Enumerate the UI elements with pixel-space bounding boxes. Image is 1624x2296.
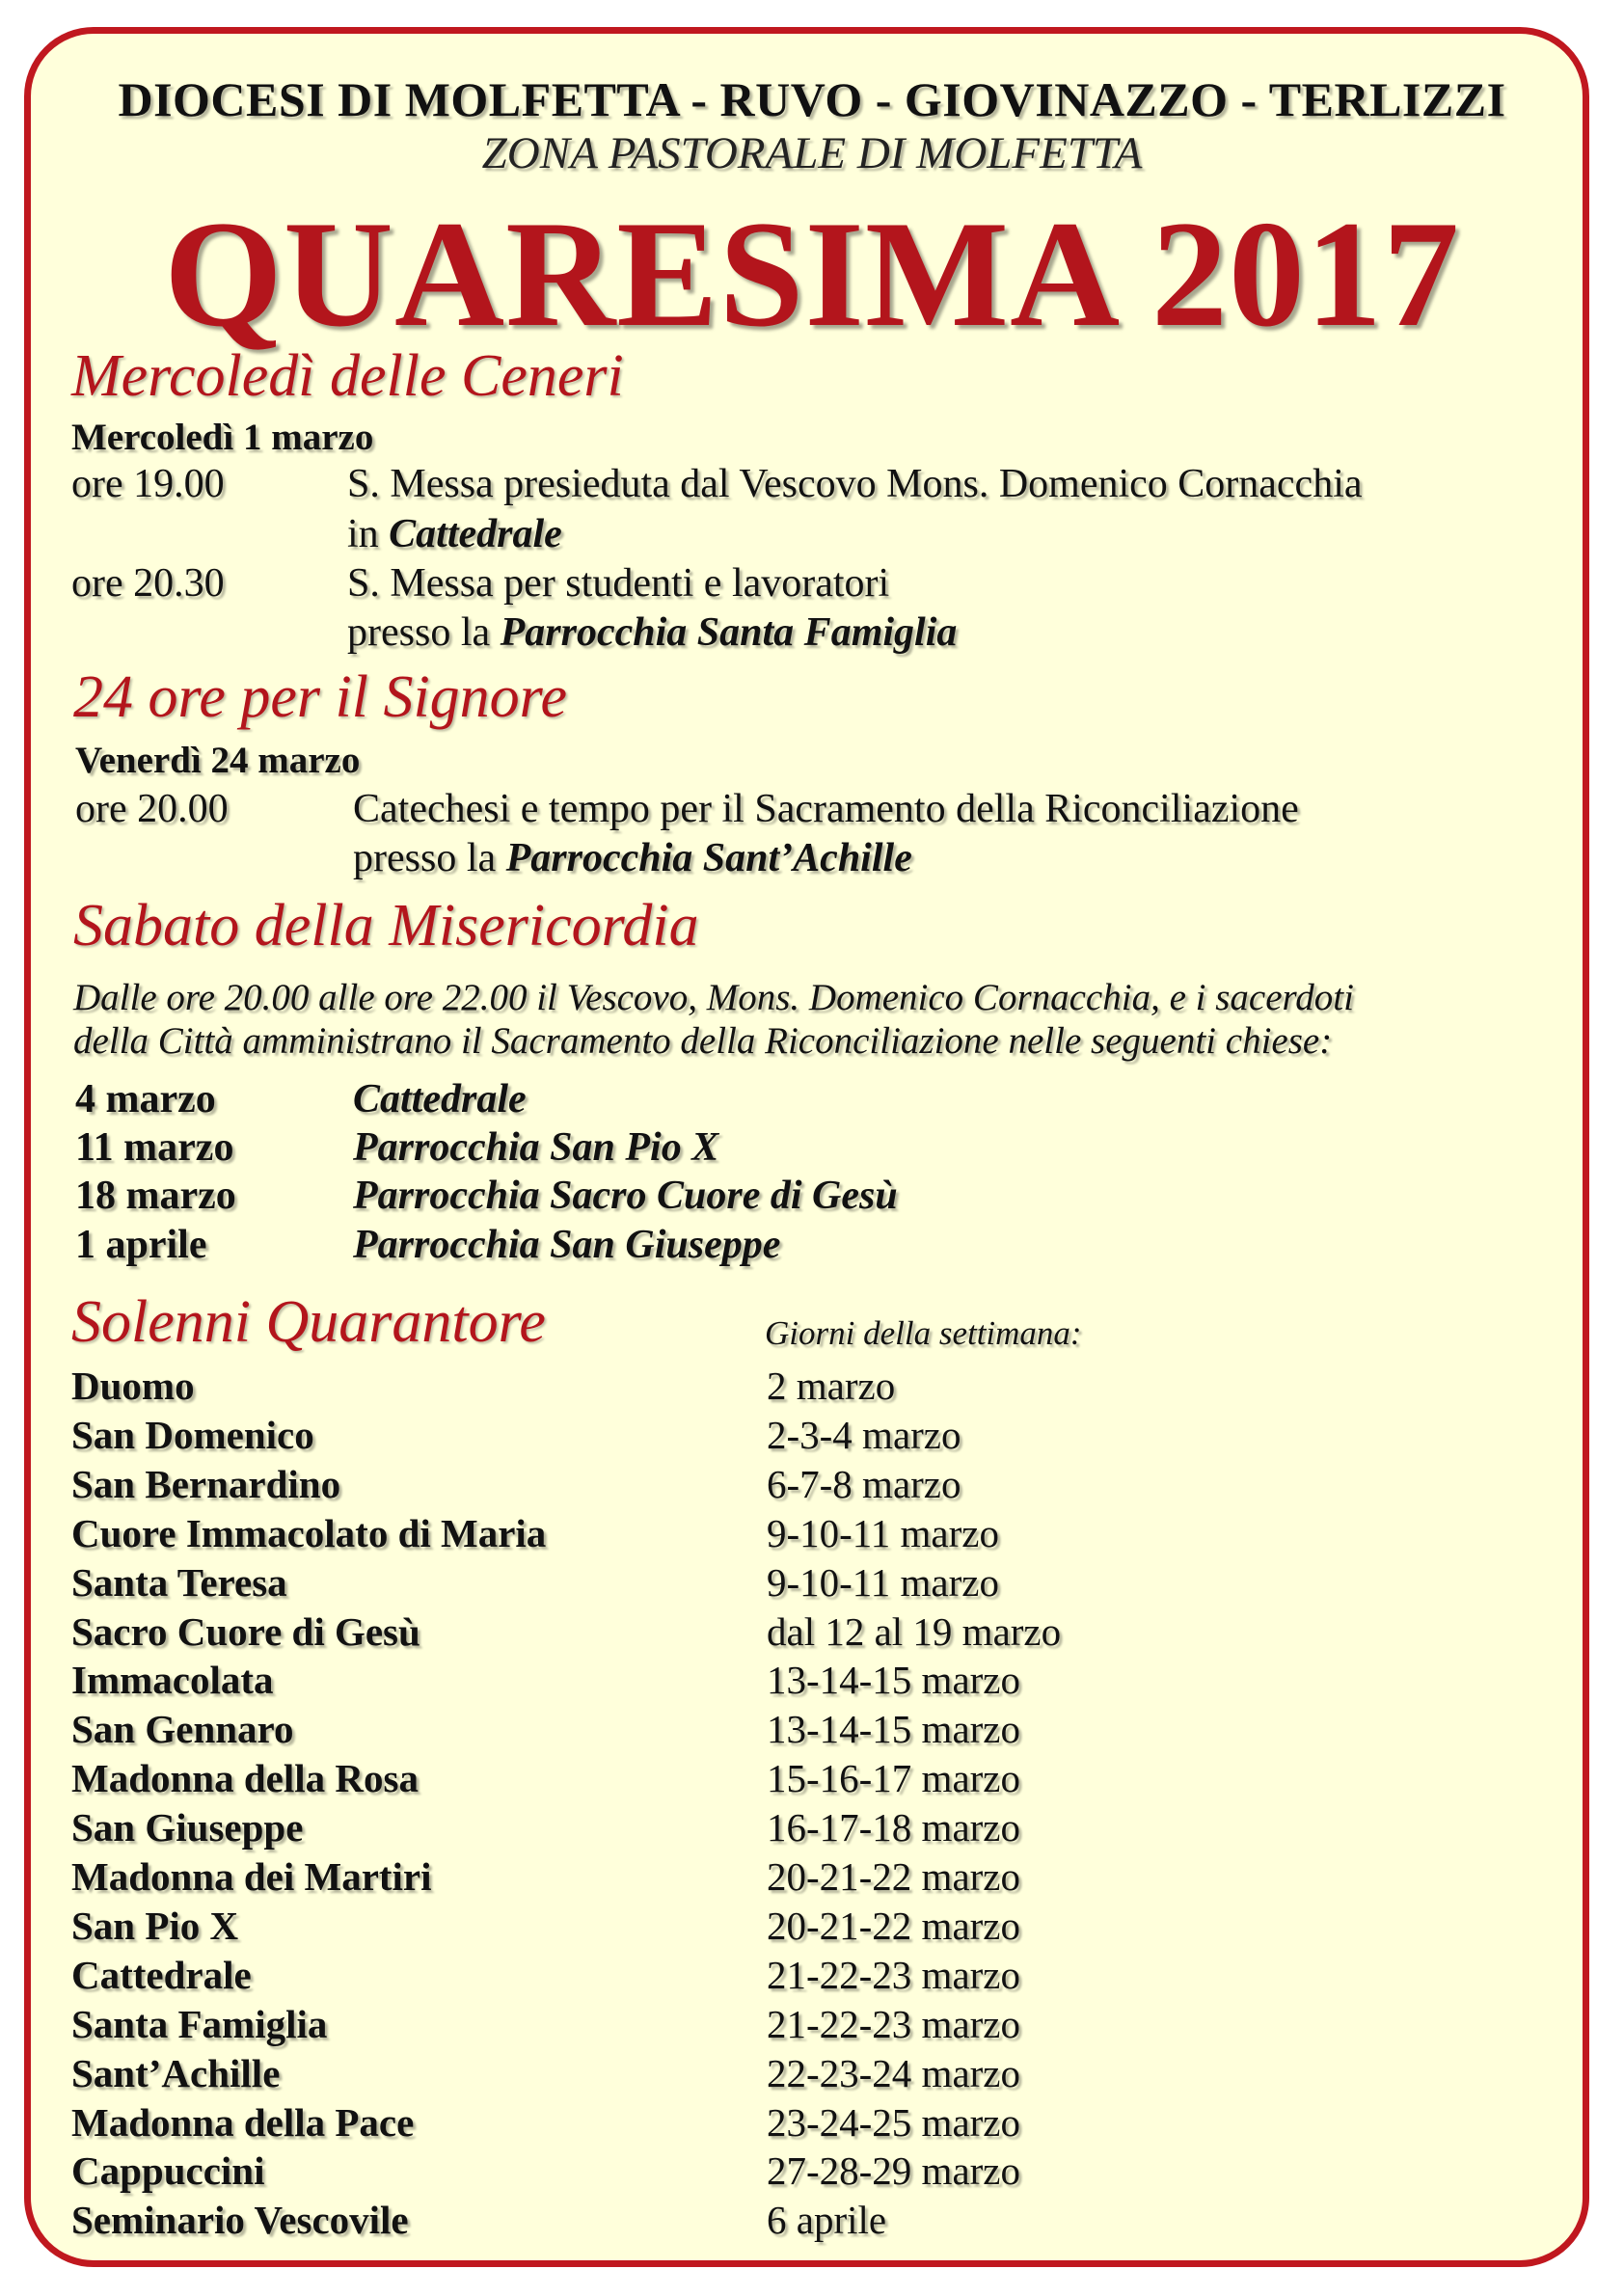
church-name: San Giuseppe <box>71 1805 304 1850</box>
church-name: Immacolata <box>71 1658 274 1703</box>
24ore-time: ore 20.00 <box>75 787 229 831</box>
ceneri-event-1-place: in Cattedrale <box>347 512 562 556</box>
church-name: San Gennaro <box>71 1707 294 1752</box>
section-quarantore-heading: Solenni Quarantore <box>71 1289 546 1355</box>
section-misericordia-heading: Sabato della Misericordia <box>73 893 699 959</box>
section-24ore-heading: 24 ore per il Signore <box>73 664 568 730</box>
diocese-heading: DIOCESI DI MOLFETTA - RUVO - GIOVINAZZO - TERLIZZI <box>118 72 1506 126</box>
church-name: Cattedrale <box>71 1952 252 1997</box>
section-ceneri-heading: Mercoledì delle Ceneri <box>71 343 624 409</box>
church-name: Cappuccini <box>71 2148 265 2194</box>
24ore-date: Venerdì 24 marzo <box>75 740 361 781</box>
church-name: Sant’Achille <box>71 2050 281 2095</box>
pastoral-zone: ZONA PASTORALE DI MOLFETTA <box>481 128 1143 178</box>
church-days: 9-10-11 marzo <box>767 1510 999 1555</box>
24ore-place: presso la Parrocchia Sant’Achille <box>353 836 912 880</box>
misericordia-date-1: 4 marzo <box>75 1077 216 1121</box>
church-days: 21-22-23 marzo <box>767 2001 1020 2046</box>
page-title: QUARESIMA 2017 <box>164 190 1460 359</box>
church-days: 9-10-11 marzo <box>767 1559 999 1605</box>
ceneri-event-2-desc: S. Messa per studenti e lavoratori <box>347 561 890 606</box>
ceneri-time-1: ore 19.00 <box>71 462 225 506</box>
misericordia-place-1: Cattedrale <box>353 1077 527 1121</box>
misericordia-intro-1: Dalle ore 20.00 alle ore 22.00 il Vescovo, Mons. Domenico Cornacchia, e i sacerdoti <box>73 977 1354 1018</box>
church-days: 22-23-24 marzo <box>767 2050 1020 2095</box>
church-days: 6-7-8 marzo <box>767 1461 961 1506</box>
church-name: Madonna dei Martiri <box>71 1854 432 1899</box>
ceneri-date: Mercoledì 1 marzo <box>71 417 374 458</box>
church-days: 13-14-15 marzo <box>767 1658 1020 1703</box>
church-name: Cuore Immacolato di Maria <box>71 1510 547 1555</box>
church-days: 2 marzo <box>767 1364 896 1408</box>
church-name: Duomo <box>71 1364 195 1408</box>
misericordia-place-2: Parrocchia San Pio X <box>353 1125 719 1170</box>
church-days: 16-17-18 marzo <box>767 1805 1020 1850</box>
ceneri-event-1-desc: S. Messa presieduta dal Vescovo Mons. Domenico Cornacchia <box>347 462 1363 506</box>
misericordia-date-3: 18 marzo <box>75 1174 236 1218</box>
church-days: dal 12 al 19 marzo <box>767 1608 1062 1654</box>
church-days: 6 aprile <box>767 2198 887 2243</box>
church-name: Santa Teresa <box>71 1559 287 1605</box>
church-name: Sacro Cuore di Gesù <box>71 1608 420 1654</box>
misericordia-place-4: Parrocchia San Giuseppe <box>353 1223 781 1267</box>
24ore-desc: Catechesi e tempo per il Sacramento della Riconciliazione <box>353 787 1299 831</box>
church-days: 20-21-22 marzo <box>767 1854 1020 1899</box>
church-name: Santa Famiglia <box>71 2001 328 2046</box>
church-name: Madonna della Pace <box>71 2099 415 2145</box>
church-name: Seminario Vescovile <box>71 2198 409 2243</box>
church-name: San Domenico <box>71 1412 314 1457</box>
church-days: 2-3-4 marzo <box>767 1412 961 1457</box>
church-days: 21-22-23 marzo <box>767 1952 1020 1997</box>
misericordia-date-2: 11 marzo <box>75 1125 234 1170</box>
church-name: Madonna della Rosa <box>71 1756 419 1801</box>
ceneri-time-2: ore 20.30 <box>71 561 225 606</box>
church-days: 13-14-15 marzo <box>767 1707 1020 1752</box>
misericordia-date-4: 1 aprile <box>75 1223 207 1267</box>
church-days: 23-24-25 marzo <box>767 2099 1020 2145</box>
church-days: 15-16-17 marzo <box>767 1756 1020 1801</box>
quarantore-column-label: Giorni della settimana: <box>765 1314 1082 1352</box>
church-days: 20-21-22 marzo <box>767 1903 1020 1948</box>
church-name: San Pio X <box>71 1903 239 1948</box>
church-days: 27-28-29 marzo <box>767 2148 1020 2194</box>
church-name: San Bernardino <box>71 1461 341 1506</box>
misericordia-intro-2: della Città amministrano il Sacramento della Riconciliazione nelle seguenti chiese: <box>73 1020 1333 1062</box>
misericordia-place-3: Parrocchia Sacro Cuore di Gesù <box>353 1174 898 1218</box>
ceneri-event-2-place: presso la Parrocchia Santa Famiglia <box>347 610 958 655</box>
